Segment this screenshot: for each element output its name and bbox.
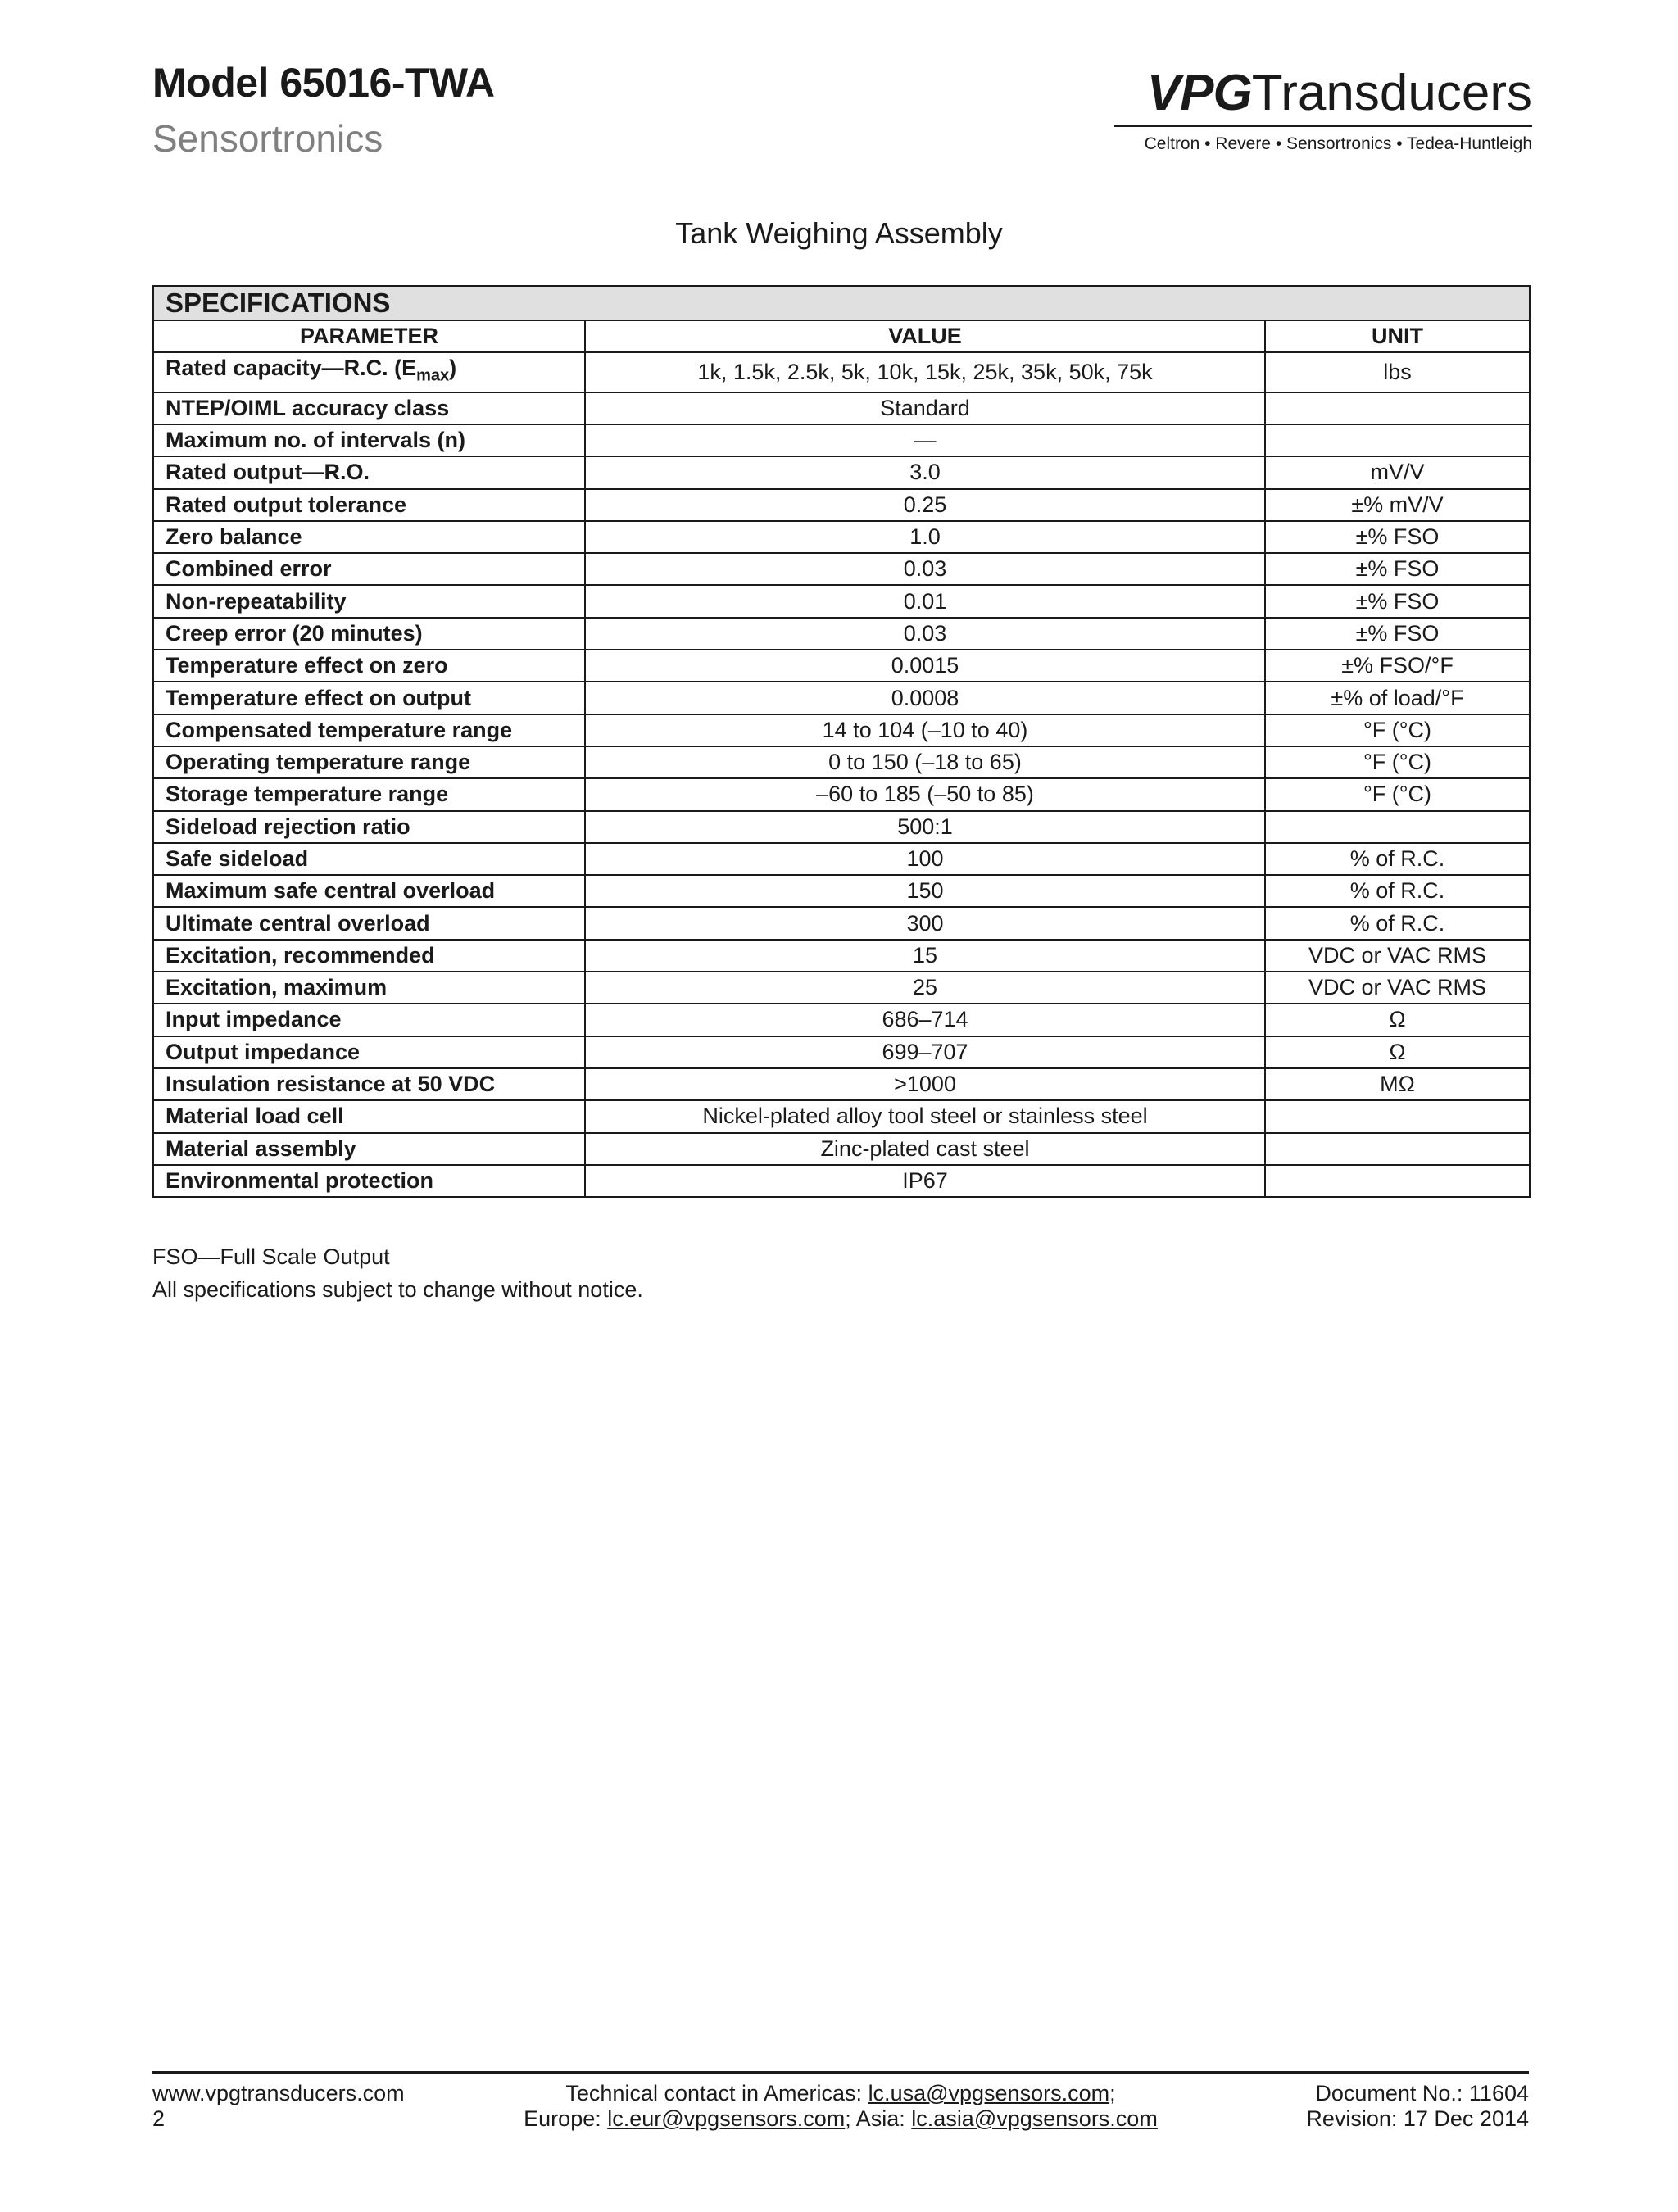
spec-row [153,714,1530,746]
spec-row [153,456,1530,488]
page-number: 2 [152,2106,166,2131]
spec-parameter-text: Material load cell [166,1104,344,1129]
spec-value: Standard [585,392,1265,424]
spec-value: 14 to 104 (–10 to 40) [585,714,1265,746]
section-title-row [153,286,1530,320]
spec-value: >1000 [585,1068,1265,1100]
specifications-table [152,285,1531,1198]
footer-right [1306,2081,1529,2132]
spec-value: 25 [585,972,1265,1004]
logo-tagline: Celtron • Revere • Sensortronics • Tedea-Huntleigh [1144,134,1532,153]
spec-parameter-text: Safe sideload [166,845,309,871]
spec-row [153,746,1530,778]
spec-parameter-text: Excitation, maximum [166,975,388,1000]
spec-parameter-tail: ) [449,356,457,381]
spec-unit: ±% FSO [1265,618,1530,650]
specifications-body [153,352,1530,1197]
model-title: Model 65016-TWA [152,60,495,106]
spec-row [153,424,1530,456]
contact-americas-label: Technical contact in Americas: [565,2081,868,2105]
spec-row [153,489,1530,521]
spec-unit: Ω [1265,1004,1530,1036]
spec-parameter-text: Input impedance [166,1007,342,1032]
contact-europe-label: Europe: [524,2106,608,2131]
spec-parameter-text: Creep error (20 minutes) [166,620,423,646]
spec-unit: % of R.C. [1265,907,1530,939]
spec-value: 0.0008 [585,682,1265,714]
spec-unit: ±% FSO [1265,553,1530,585]
column-header-unit: UNIT [1265,320,1530,352]
spec-parameter-text: Rated output tolerance [166,492,407,517]
fso-note: FSO—Full Scale Output [152,1244,390,1269]
spec-value: — [585,424,1265,456]
spec-row [153,618,1530,650]
spec-row [153,972,1530,1004]
spec-value: 0.0015 [585,650,1265,682]
spec-parameter [153,907,585,939]
vpg-transducers-logo [1114,64,1532,162]
spec-row [153,1068,1530,1100]
spec-unit [1265,1133,1530,1165]
spec-parameter-text: Non-repeatability [166,588,347,614]
spec-unit [1265,1165,1530,1197]
spec-parameter-text: Maximum safe central overload [166,878,496,904]
spec-parameter-text: Insulation resistance at 50 VDC [166,1072,496,1097]
spec-row [153,585,1530,617]
contact-asia-label: ; Asia: [845,2106,912,2131]
spec-unit: % of R.C. [1265,875,1530,907]
logo-vpg-text: VPG [1146,65,1252,121]
spec-parameter [153,618,585,650]
section-title: SPECIFICATIONS [153,286,1530,320]
spec-value: 150 [585,875,1265,907]
table-notes [152,1240,643,1306]
spec-value: 500:1 [585,811,1265,843]
spec-unit: ±% mV/V [1265,489,1530,521]
spec-value: 1k, 1.5k, 2.5k, 5k, 10k, 15k, 25k, 35k, 50k, 75k [585,352,1265,392]
logo-transducers-text: Transducers [1251,65,1532,121]
spec-row [153,352,1530,392]
spec-parameter [153,553,585,585]
spec-parameter-text: Maximum no. of intervals (n) [166,428,466,453]
spec-row [153,907,1530,939]
spec-parameter [153,521,585,553]
footer-website: www.vpgtransducers.com [152,2081,405,2105]
spec-parameter-text: Material assembly [166,1135,356,1161]
spec-parameter [153,424,585,456]
disclaimer-note: All specifications subject to change without notice. [152,1277,643,1302]
spec-value: 0 to 150 (–18 to 65) [585,746,1265,778]
spec-row [153,875,1530,907]
logo-wordmark [1147,64,1532,123]
spec-parameter [153,489,585,521]
spec-unit: ±% of load/°F [1265,682,1530,714]
spec-unit: ±% FSO [1265,585,1530,617]
spec-parameter [153,875,585,907]
spec-value: 3.0 [585,456,1265,488]
document-number: Document No.: 11604 [1315,2081,1529,2105]
spec-unit: lbs [1265,352,1530,392]
spec-unit: Ω [1265,1036,1530,1068]
spec-value: 100 [585,843,1265,875]
spec-parameter-text: Zero balance [166,524,302,550]
spec-parameter [153,1036,585,1068]
spec-parameter-text: Environmental protection [166,1167,434,1193]
revision-date: Revision: 17 Dec 2014 [1306,2106,1529,2131]
spec-parameter-text: Operating temperature range [166,750,471,775]
spec-unit: °F (°C) [1265,778,1530,810]
brand-subtitle: Sensortronics [152,117,383,160]
spec-parameter-text: Compensated temperature range [166,717,513,742]
column-header-row [153,320,1530,352]
spec-parameter [153,972,585,1004]
spec-unit [1265,1100,1530,1132]
spec-parameter [153,778,585,810]
spec-parameter [153,811,585,843]
spec-row [153,778,1530,810]
spec-parameter [153,940,585,972]
email-asia-link[interactable]: lc.asia@vpgsensors.com [911,2106,1158,2131]
spec-row [153,843,1530,875]
spec-parameter-text: Temperature effect on zero [166,653,448,678]
spec-parameter-text: Sideload rejection ratio [166,814,410,839]
spec-value: 0.01 [585,585,1265,617]
spec-value: Zinc-plated cast steel [585,1133,1265,1165]
spec-parameter [153,746,585,778]
spec-unit: % of R.C. [1265,843,1530,875]
logo-divider [1114,125,1532,127]
spec-parameter [153,392,585,424]
spec-unit [1265,424,1530,456]
column-header-value: VALUE [585,320,1265,352]
spec-value: –60 to 185 (–50 to 85) [585,778,1265,810]
spec-parameter [153,352,585,392]
spec-parameter [153,585,585,617]
spec-unit: mV/V [1265,456,1530,488]
spec-parameter [153,650,585,682]
document-heading: Tank Weighing Assembly [675,216,1003,250]
spec-unit [1265,811,1530,843]
column-header-parameter: PARAMETER [153,320,585,352]
email-usa-link[interactable]: lc.usa@vpgsensors.com [868,2081,1110,2105]
spec-value: 0.03 [585,553,1265,585]
spec-parameter-text: NTEP/OIML accuracy class [166,395,450,420]
spec-parameter-subscript: max [416,366,450,385]
spec-unit: ±% FSO [1265,521,1530,553]
spec-parameter-text: Rated output—R.O. [166,460,370,485]
spec-unit: MΩ [1265,1068,1530,1100]
spec-unit: °F (°C) [1265,746,1530,778]
footer-divider [152,2071,1529,2074]
spec-row [153,940,1530,972]
spec-parameter-text: Output impedance [166,1039,361,1064]
spec-value: 686–714 [585,1004,1265,1036]
spec-value: 0.25 [585,489,1265,521]
spec-unit: VDC or VAC RMS [1265,940,1530,972]
spec-parameter-text: Storage temperature range [166,782,449,807]
spec-parameter [153,843,585,875]
spec-parameter [153,682,585,714]
spec-parameter-text: Ultimate central overload [166,910,430,936]
spec-parameter-text: Rated capacity—R.C. (E [166,356,417,381]
spec-unit: ±% FSO/°F [1265,650,1530,682]
spec-parameter-text: Combined error [166,556,332,582]
spec-row [153,553,1530,585]
spec-unit: °F (°C) [1265,714,1530,746]
spec-parameter-text: Temperature effect on output [166,685,472,710]
spec-row [153,811,1530,843]
spec-unit: VDC or VAC RMS [1265,972,1530,1004]
spec-parameter [153,1068,585,1100]
spec-row [153,392,1530,424]
spec-unit [1265,392,1530,424]
spec-row [153,682,1530,714]
spec-row [153,1004,1530,1036]
spec-value: 0.03 [585,618,1265,650]
spec-value: 699–707 [585,1036,1265,1068]
spec-parameter [153,1100,585,1132]
spec-row [153,521,1530,553]
spec-row [153,1100,1530,1132]
spec-parameter [153,714,585,746]
spec-value: 15 [585,940,1265,972]
spec-value: Nickel-plated alloy tool steel or stainless steel [585,1100,1265,1132]
spec-row [153,1036,1530,1068]
spec-value: 1.0 [585,521,1265,553]
spec-parameter [153,1133,585,1165]
contact-americas-sep: ; [1109,2081,1116,2105]
spec-row [153,650,1530,682]
spec-value: 300 [585,907,1265,939]
spec-parameter [153,456,585,488]
spec-parameter [153,1004,585,1036]
spec-row [153,1133,1530,1165]
spec-row [153,1165,1530,1197]
spec-value: IP67 [585,1165,1265,1197]
email-europe-link[interactable]: lc.eur@vpgsensors.com [607,2106,846,2131]
spec-parameter [153,1165,585,1197]
spec-parameter-text: Excitation, recommended [166,942,435,968]
